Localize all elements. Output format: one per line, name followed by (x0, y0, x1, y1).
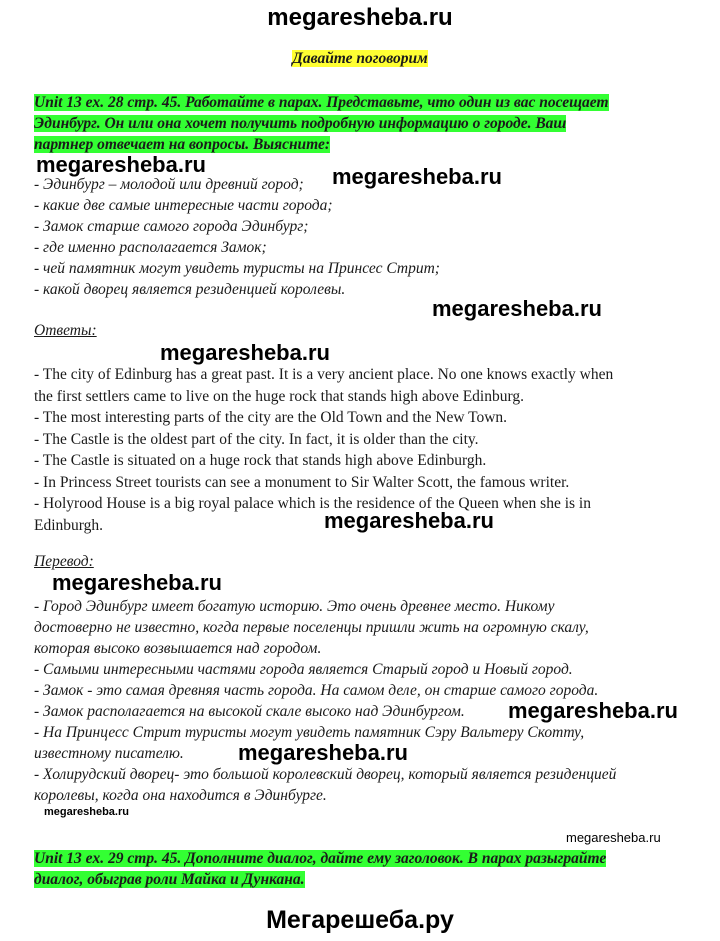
question-item: - чей памятник могут увидеть туристы на Принсес Стрит; (34, 260, 440, 277)
translation-line: - Замок располагается на высокой скале высоко над Эдинбургом. (34, 703, 465, 720)
question-item: - какие две самые интересные части города; (34, 197, 333, 214)
question-item: - Эдинбург – молодой или древний город; (34, 176, 304, 193)
footer-title: Мегарешеба.ру (266, 906, 454, 934)
task1-instructions (34, 92, 684, 155)
watermark: megaresheba.ru (432, 296, 602, 321)
answer-line: - Holyrood House is a big royal palace which is the residence of the Queen when she is in (34, 495, 591, 512)
answer-line: - In Princess Street tourists can see a monument to Sir Walter Scott, the famous writer. (34, 473, 570, 491)
task2-instructions (34, 848, 684, 890)
watermark: megaresheba.ru (160, 340, 330, 365)
answers-heading: Ответы: (34, 322, 97, 339)
section-heading-text: Давайте поговорим (292, 50, 428, 67)
translation-heading: Перевод: (34, 553, 94, 570)
task1-line: партнер отвечает на вопросы. Выясните: (34, 136, 331, 153)
question-item: - Замок старше самого города Эдинбург; (34, 218, 309, 235)
answer-line: - The most interesting parts of the city are the Old Town and the New Town. (34, 409, 508, 426)
translation-line: - Замок - это самая древняя часть города. На самом деле, он старше самого города. (34, 682, 599, 699)
watermark: megaresheba.ru (332, 164, 502, 189)
translation-line: достоверно не известно, когда первые поселенцы пришли жить на огромную скалу, (34, 619, 589, 636)
answer-line: Edinburgh. (34, 516, 104, 534)
answer-line: - The city of Edinburg has a great past. It is a very ancient place. No one knows exactly when (34, 366, 614, 383)
task2-line: диалог, обыграв роли Майка и Дункана. (34, 871, 305, 888)
answer-line: - The Castle is situated on a huge rock that stands high above Edinburgh. (34, 452, 487, 469)
section-heading (0, 50, 720, 68)
answer-line: the first settlers came to live on the huge rock that stands high above Edinburg. (34, 387, 524, 405)
translation-line: - Самыми интересными частями города является Старый город и Новый город. (34, 661, 573, 678)
task2-line: Unit 13 ex. 29 стр. 45. Дополните диалог, дайте ему заголовок. В парах разыграйте (34, 850, 607, 867)
answer-line: - The Castle is the oldest part of the city. In fact, it is older than the city. (34, 430, 479, 448)
question-item: - где именно располагается Замок; (34, 239, 267, 256)
watermark: megaresheba.ru (566, 830, 661, 845)
watermark: megaresheba.ru (238, 740, 408, 765)
translation-line: королевы, когда она находится в Эдинбурге. (34, 787, 327, 804)
question-list (34, 174, 684, 300)
task1-line: Эдинбург. Он или она хочет получить подробную информацию о городе. Ваш (34, 115, 567, 132)
translation-line: - Холирудский дворец- это большой королевский дворец, который является резиденцией (34, 766, 617, 783)
translation-line: - Город Эдинбург имеет богатую историю. Это очень древнее место. Никому (34, 598, 555, 615)
watermark: megaresheba.ru (324, 508, 494, 533)
task1-line: Unit 13 ex. 28 стр. 45. Работайте в парах. Представьте, что один из вас посещает (34, 94, 609, 111)
watermark: megaresheba.ru (52, 570, 222, 595)
watermark: megaresheba.ru (44, 806, 129, 818)
translation-line: известному писателю. (34, 745, 184, 762)
translation-line: - На Принцесс Стрит туристы могут увидеть памятник Сэру Вальтеру Скотту, (34, 724, 585, 741)
translation-line: которая высоко возвышается над городом. (34, 640, 322, 657)
watermark: megaresheba.ru (36, 152, 206, 177)
watermark: megaresheba.ru (508, 698, 678, 723)
question-item: - какой дворец является резиденцией королевы. (34, 281, 346, 298)
site-title: megaresheba.ru (267, 4, 453, 31)
